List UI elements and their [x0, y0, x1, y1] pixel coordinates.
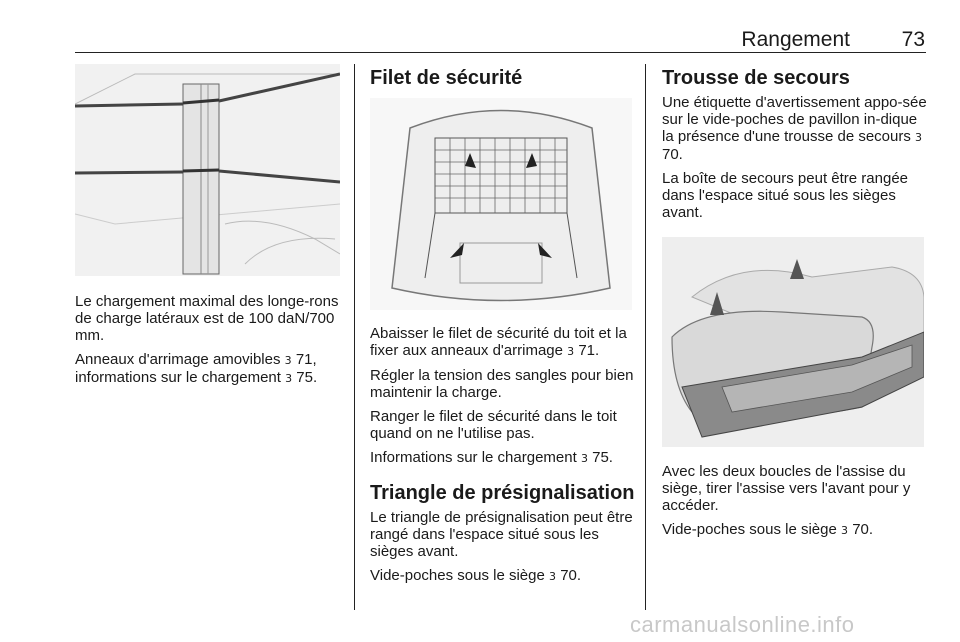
safety-net-illustration: [370, 98, 632, 310]
page-reference-arrow-icon: 3: [284, 354, 292, 367]
column-divider-1: [354, 64, 355, 610]
header-rule: [75, 52, 926, 53]
net-lower-paragraph: Abaisser le filet de sécurité du toit et la fixer aux anneaux d'arrimage 3 71.: [370, 325, 627, 359]
seat-storage-illustration: [662, 237, 924, 447]
page-reference-arrow-icon: 3: [915, 131, 923, 144]
watermark: carmanualsonline.info: [630, 612, 855, 637]
page-reference-arrow-icon: 3: [841, 524, 849, 537]
safety-net-heading: Filet de sécurité: [370, 67, 523, 89]
column-2-text: [370, 325, 640, 592]
under-seat-storage-paragraph: Vide-poches sous le siège 3 70.: [370, 567, 582, 584]
cargo-rail-illustration: [75, 64, 340, 276]
column-3-text-bottom: [662, 463, 930, 546]
page-header-title: Rangement: [741, 28, 850, 51]
warning-triangle-paragraph: Le triangle de présignalisation peut être rangé dans l'espace situé sous les sièges avant.: [370, 509, 633, 560]
page-number: 73: [901, 28, 925, 51]
under-seat-storage-paragraph: Vide-poches sous le siège 3 70.: [662, 521, 874, 538]
net-stow-paragraph: Ranger le filet de sécurité dans le toit quand on ne l'utilise pas.: [370, 408, 617, 442]
column-divider-2: [645, 64, 646, 610]
tie-down-paragraph: Anneaux d'arrimage amovibles 3 71, informations sur le chargement 3 75.: [75, 351, 318, 386]
warning-triangle-heading: Triangle de présignalisation: [370, 482, 635, 504]
page-reference-arrow-icon: 3: [549, 570, 557, 583]
net-tension-paragraph: Régler la tension des sangles pour bien maintenir la charge.: [370, 367, 634, 401]
first-aid-box-paragraph: La boîte de secours peut être rangée dans l'espace situé sous les sièges avant.: [662, 170, 909, 221]
page-reference-arrow-icon: 3: [580, 452, 588, 465]
page-reference-arrow-icon: 3: [285, 372, 293, 385]
column-3-text-top: [662, 66, 930, 228]
first-aid-heading: Trousse de secours: [662, 67, 850, 89]
first-aid-label-paragraph: Une étiquette d'avertissement appo-sée sur le vide-poches de pavillon in-dique la présence d'une trousse de secours 3 70.: [662, 94, 927, 163]
column-2-heading-1: [370, 66, 640, 97]
rail-load-paragraph: Le chargement maximal des longe-rons de charge latéraux est de 100 daN/700 mm.: [75, 293, 339, 344]
column-1-text: [75, 293, 347, 394]
page-reference-arrow-icon: 3: [567, 345, 575, 358]
seat-buckle-paragraph: Avec les deux boucles de l'assise du siège, tirer l'assise vers l'avant pour y accéder.: [662, 463, 911, 514]
load-info-paragraph: Informations sur le chargement 3 75.: [370, 449, 613, 466]
